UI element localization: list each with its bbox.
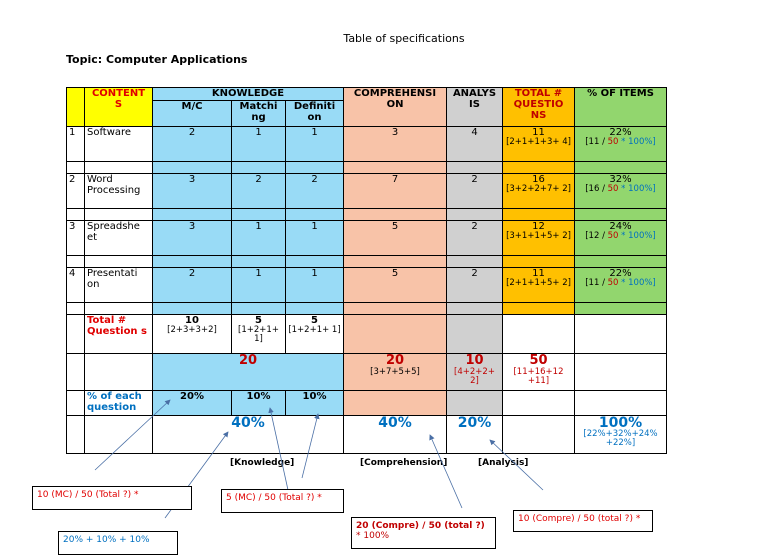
row-number: 2 <box>67 174 85 209</box>
percent-label: % of each question <box>85 391 153 416</box>
arrow-definition <box>302 414 318 478</box>
percent-value: 24% <box>609 221 632 232</box>
cell-comprehension: 5 <box>344 268 447 303</box>
row-content: Spreadshe et <box>85 221 153 256</box>
analysis-sum: 10 [4+2+2+ 2] <box>447 354 503 391</box>
cell-definition: 1 <box>286 221 344 256</box>
totals-label: Total # Question s <box>85 315 153 354</box>
arrow-comprehension <box>430 435 462 508</box>
cell-matching-total: 5 [1+2+1+ 1] <box>232 315 286 354</box>
header-definition: Definiti on <box>286 101 344 127</box>
total-value: 12 <box>532 221 545 232</box>
comprehension-percent: 40% <box>344 416 447 454</box>
cell-matching: 2 <box>232 174 286 209</box>
cell-definition: 1 <box>286 268 344 303</box>
header-analysis: ANALYS IS <box>447 88 503 127</box>
note-matching: 5 (MC) / 50 (Total ?) * <box>221 489 344 513</box>
cell-analysis: 4 <box>447 127 503 162</box>
label-knowledge: [Knowledge] <box>230 458 295 468</box>
cell-analysis: 2 <box>447 268 503 303</box>
percent-calc: [11 / 50 * 100%] <box>585 278 656 288</box>
knowledge-percent: 40% <box>153 416 344 454</box>
cell-mc: 3 <box>153 221 232 256</box>
label-analysis: [Analysis] <box>478 458 529 468</box>
cell-definition-total: 5 [1+2+1+ 1] <box>286 315 344 354</box>
total-value: 11 <box>532 268 545 279</box>
analysis-percent: 20% <box>447 416 503 454</box>
comprehension-sum: 20 [3+7+5+5] <box>344 354 447 391</box>
row-content: Word Processing <box>85 174 153 209</box>
knowledge-sum: 20 <box>153 354 344 391</box>
row-number: 1 <box>67 127 85 162</box>
note-knowledge-sum: 20% + 10% + 10% <box>58 531 178 555</box>
total-calc: [2+1+1+5+ 2] <box>506 278 571 288</box>
cell-mc: 2 <box>153 127 232 162</box>
note-comprehension: 20 (Compre) / 50 (total ?) * 100% <box>351 517 496 549</box>
header-total-questions: TOTAL # QUESTIO NS <box>503 88 575 127</box>
cell-matching: 1 <box>232 127 286 162</box>
percent-mc: 20% <box>153 391 232 416</box>
note-analysis: 10 (Compre) / 50 (total ?) * <box>513 510 653 532</box>
percent-value: 22% <box>609 268 632 279</box>
grand-total: 50 [11+16+12 +11] <box>503 354 575 391</box>
topic-heading: Topic: Computer Applications <box>66 53 248 66</box>
row-content: Software <box>85 127 153 162</box>
page-title: Table of specifications <box>343 32 465 45</box>
cell-mc-total: 10 [2+3+3+2] <box>153 315 232 354</box>
cell-analysis: 2 <box>447 174 503 209</box>
total-value: 16 <box>532 174 545 185</box>
total-calc: [3+2+2+7+ 2] <box>506 184 571 194</box>
header-mc: M/C <box>153 101 232 127</box>
cell-definition: 2 <box>286 174 344 209</box>
note-mc: 10 (MC) / 50 (Total ?) * <box>32 486 192 510</box>
total-calc: [3+1+1+5+ 2] <box>506 231 571 241</box>
cell-matching: 1 <box>232 268 286 303</box>
arrow-mc <box>95 400 170 470</box>
arrow-analysis <box>490 440 543 490</box>
percent-value: 32% <box>609 174 632 185</box>
row-content: Presentati on <box>85 268 153 303</box>
cell-comprehension: 5 <box>344 221 447 256</box>
percent-calc: [11 / 50 * 100%] <box>585 137 656 147</box>
cell-comprehension: 7 <box>344 174 447 209</box>
arrow-matching <box>270 408 288 490</box>
cell-analysis: 2 <box>447 221 503 256</box>
percent-definition: 10% <box>286 391 344 416</box>
header-knowledge: KNOWLEDGE <box>153 88 344 101</box>
percent-calc: [16 / 50 * 100%] <box>585 184 656 194</box>
cell-definition: 1 <box>286 127 344 162</box>
total-percent: 100% [22%+32%+24% +22%] <box>575 416 667 454</box>
cell-mc: 3 <box>153 174 232 209</box>
cell-comprehension: 3 <box>344 127 447 162</box>
total-calc: [2+1+1+3+ 4] <box>506 137 571 147</box>
label-comprehension: [Comprehension] <box>360 458 448 468</box>
header-contents: CONTENT S <box>85 88 153 127</box>
percent-matching: 10% <box>232 391 286 416</box>
row-number: 3 <box>67 221 85 256</box>
cell-matching: 1 <box>232 221 286 256</box>
percent-value: 22% <box>609 127 632 138</box>
total-value: 11 <box>532 127 545 138</box>
percent-calc: [12 / 50 * 100%] <box>585 231 656 241</box>
row-number: 4 <box>67 268 85 303</box>
header-comprehension: COMPREHENSI ON <box>344 88 447 127</box>
header-matching: Matchi ng <box>232 101 286 127</box>
header-percent-items: % OF ITEMS <box>575 88 667 127</box>
cell-mc: 2 <box>153 268 232 303</box>
